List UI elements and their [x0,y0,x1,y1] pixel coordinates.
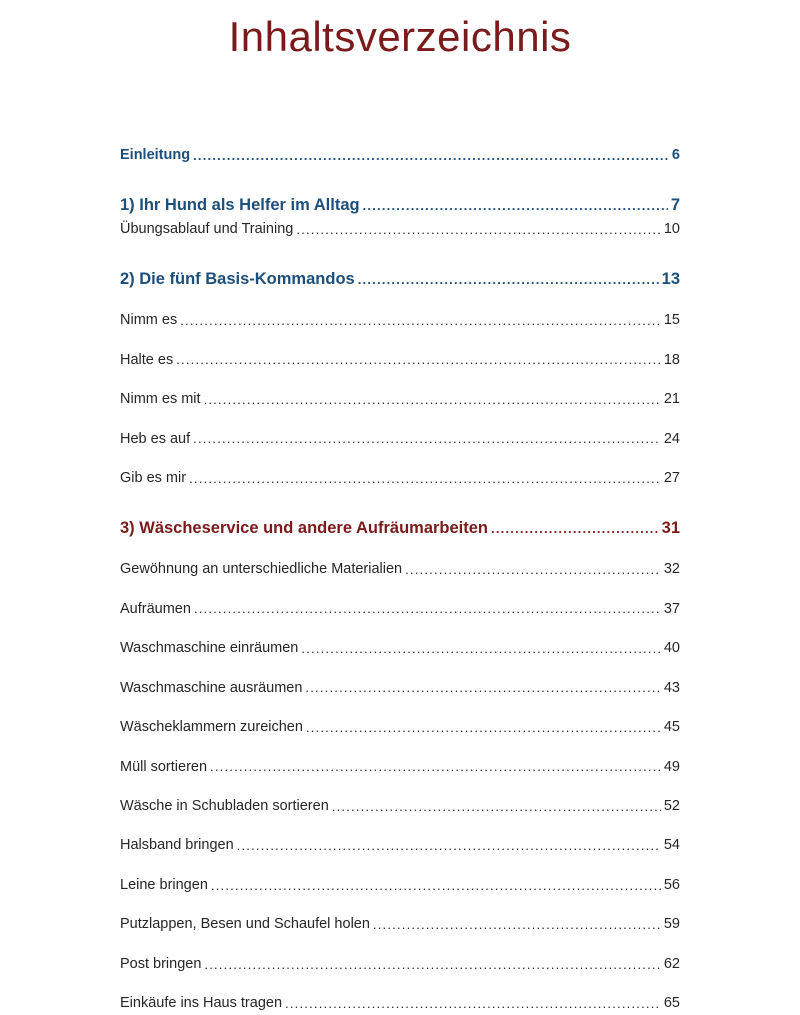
toc-section-1 [120,193,680,241]
toc-chapter-1[interactable] [120,193,680,219]
page-title: Inhaltsverzeichnis [228,13,572,60]
toc-entry-3-10[interactable] [120,913,680,935]
toc-entry-page: 32 [663,561,680,578]
toc-entry-label: Heb es auf [120,430,191,447]
entry-gap [120,936,680,953]
dot-leader [193,148,669,163]
toc-entry-label: Müll sortieren [120,758,208,775]
toc-entry-page: 27 [663,470,680,487]
title-spacer [0,60,800,144]
toc-entry-3-11[interactable] [120,953,680,975]
toc-entry-label: Halte es [120,351,174,368]
dot-leader [373,917,661,932]
toc-entry-3-5[interactable] [120,716,680,738]
toc-entry-3-1[interactable] [120,558,680,580]
toc-entry-label: Wäscheklammern zureichen [120,719,303,736]
toc-entry-3-2[interactable] [120,598,680,620]
toc-entry-2-5[interactable] [120,467,680,489]
toc-entry-einleitung[interactable] [120,144,680,166]
toc-entry-2-2[interactable] [120,349,680,371]
toc-entry-page: 15 [663,312,680,329]
chapter-gap [120,292,680,309]
dot-leader [237,838,661,853]
entry-gap [120,332,680,349]
entry-gap [120,896,680,913]
toc-entry-label: Halsband bringen [120,837,234,854]
section-spacer [120,167,680,193]
toc-entry-label: Wäsche in Schubladen sortieren [120,797,329,814]
toc-entry-label: Post bringen [120,955,202,972]
dot-leader [189,471,661,486]
toc-chapter-page: 7 [670,195,680,214]
toc-entry-3-7[interactable] [120,795,680,817]
toc-entry-page: 65 [663,995,680,1012]
toc-entry-label: Nimm es mit [120,391,201,408]
toc-entry-3-12[interactable] [120,992,680,1014]
toc-chapter-label: 3) Wäscheservice und andere Aufräumarbeiten [120,518,489,537]
toc-entry-label: Aufräumen [120,600,191,617]
toc-entry-page: 37 [663,600,680,617]
entry-gap [120,620,680,637]
toc-entry-page: 52 [663,797,680,814]
toc-entry-page: 54 [663,837,680,854]
chapter-gap [120,541,680,558]
entry-gap [120,660,680,677]
entry-gap [120,817,680,834]
toc-entry-page: 10 [663,221,680,238]
toc-entry-label: Gewöhnung an unterschiedliche Materialien [120,561,403,578]
dot-leader [491,522,659,539]
toc-chapter-page: 13 [661,269,680,288]
toc-entry-page: 24 [663,430,680,447]
dot-leader [211,878,661,893]
entry-gap [120,975,680,992]
toc-entry-label: Gib es mir [120,470,187,487]
toc-chapter-page: 31 [661,518,680,537]
dot-leader [210,760,661,775]
toc-entry-label: Waschmaschine ausräumen [120,679,303,696]
toc-entry-2-3[interactable] [120,388,680,410]
toc-entry-label: Waschmaschine einräumen [120,640,299,657]
toc-entry-page: 62 [663,955,680,972]
toc-entry-3-3[interactable] [120,637,680,659]
toc-entry-3-6[interactable] [120,756,680,778]
toc-entry-label: Einkäufe ins Haus tragen [120,995,283,1012]
entry-gap [120,857,680,874]
toc-chapter-label: 1) Ihr Hund als Helfer im Alltag [120,195,360,214]
dot-leader [358,273,659,290]
dot-leader [193,432,661,447]
toc-entry-page: 43 [663,679,680,696]
dot-leader [332,799,661,814]
toc-entry-label: Leine bringen [120,876,208,893]
dot-leader [305,681,660,696]
toc-entry-page: 59 [663,916,680,933]
entry-gap [120,778,680,795]
toc-chapter-2[interactable] [120,267,680,293]
entry-gap [120,699,680,716]
toc-chapter-3[interactable] [120,516,680,542]
toc-entry-label: Putzlappen, Besen und Schaufel holen [120,916,370,933]
toc-entry-3-9[interactable] [120,874,680,896]
dot-leader [363,199,668,216]
toc-entry-label: Übungsablauf und Training [120,221,294,238]
dot-leader [204,957,660,972]
toc-entry-3-4[interactable] [120,677,680,699]
toc-entry-2-4[interactable] [120,428,680,450]
dot-leader [296,222,661,237]
document-page [0,13,800,1012]
dot-leader [285,996,661,1011]
dot-leader [180,313,661,328]
dot-leader [405,562,661,577]
toc-entry-label: Nimm es [120,312,178,329]
toc-section-3 [120,516,680,1015]
dot-leader [194,602,661,617]
dot-leader [301,641,660,656]
dot-leader [176,353,661,368]
toc-entry-page: 6 [671,147,680,164]
toc-section-2 [120,267,680,490]
toc-chapter-label: 2) Die fünf Basis-Kommandos [120,269,355,288]
entry-gap [120,411,680,428]
toc-entry-page: 45 [663,719,680,736]
toc-entry-label: Einleitung [120,147,191,164]
dot-leader [204,392,661,407]
section-spacer [120,490,680,516]
toc-entry-1-1[interactable] [120,218,680,240]
toc-entry-3-8[interactable] [120,834,680,856]
table-of-contents [0,144,800,1015]
toc-entry-page: 49 [663,758,680,775]
toc-entry-2-1[interactable] [120,309,680,331]
toc-entry-page: 40 [663,640,680,657]
entry-gap [120,450,680,467]
entry-gap [120,371,680,388]
entry-gap [120,581,680,598]
section-spacer [120,241,680,267]
entry-gap [120,739,680,756]
toc-entry-page: 21 [663,391,680,408]
toc-entry-page: 18 [663,351,680,368]
toc-entry-page: 56 [663,876,680,893]
dot-leader [306,720,661,735]
